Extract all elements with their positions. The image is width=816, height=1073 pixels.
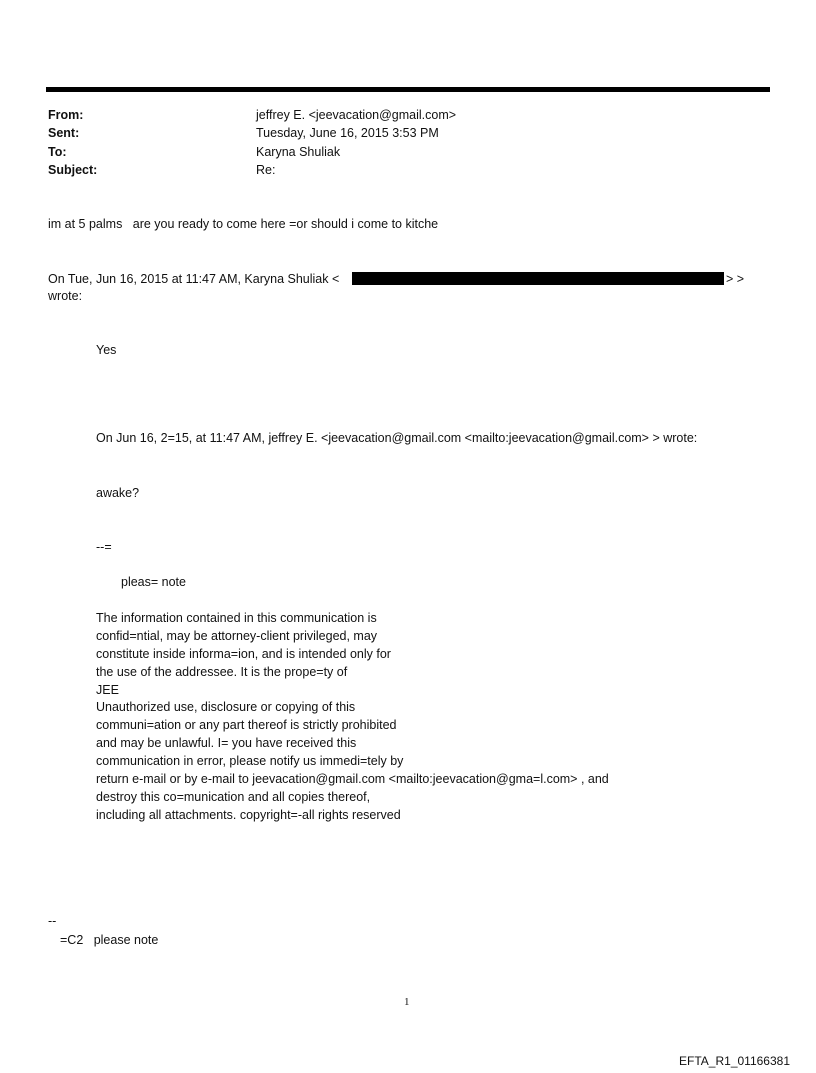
signature-separator: --=: [96, 540, 112, 554]
disclaimer-line: destroy this co=munication and all copies thereof,: [96, 790, 371, 804]
to-label: To:: [48, 145, 67, 159]
redaction-bar: [352, 272, 724, 285]
from-label: From:: [48, 108, 84, 122]
disclaimer-line: the use of the addressee. It is the prope=ty of: [96, 665, 348, 679]
signature-note: pleas= note: [121, 575, 186, 589]
to-value: Karyna Shuliak: [256, 145, 341, 159]
quote-intro: On Tue, Jun 16, 2015 at 11:47 AM, Karyna Shuliak <: [48, 272, 340, 286]
disclaimer-line: communi=ation or any part thereof is strictly prohibited: [96, 718, 397, 732]
disclaimer-line: and may be unlawful. I= you have received this: [96, 736, 357, 750]
disclaimer-line: communication in error, please notify us immedi=tely by: [96, 754, 404, 768]
document-id: EFTA_R1_01166381: [679, 1054, 790, 1068]
from-value: jeffrey E. <jeevacation@gmail.com>: [256, 108, 457, 122]
disclaimer-line: including all attachments. copyright=-all rights reserved: [96, 808, 401, 822]
quote-intro-wrote: wrote:: [48, 289, 83, 303]
subject-label: Subject:: [48, 163, 98, 177]
sent-label: Sent:: [48, 126, 80, 140]
footer-separator: --: [48, 914, 57, 928]
message-awake: awake?: [96, 486, 140, 500]
disclaimer-line: return e-mail or by e-mail to jeevacation@gmail.com <mailto:jeevacation@gma=l.com> , and: [96, 772, 609, 786]
reply-yes: Yes: [96, 343, 117, 357]
disclaimer-line: The information contained in this communication is: [96, 611, 377, 625]
disclaimer-line: constitute inside informa=ion, and is intended only for: [96, 647, 391, 661]
header-rule: [46, 87, 770, 92]
body-line: im at 5 palms are you ready to come here =or should i come to kitche: [48, 217, 439, 231]
disclaimer-line: confid=ntial, may be attorney-client privileged, may: [96, 629, 378, 643]
subject-value: Re:: [256, 163, 276, 177]
disclaimer-line: Unauthorized use, disclosure or copying of this: [96, 700, 356, 714]
footer-note: =C2 please note: [60, 933, 159, 947]
sent-value: Tuesday, June 16, 2015 3:53 PM: [256, 126, 439, 140]
disclaimer-line: JEE: [96, 683, 119, 697]
quote-intro-end: > >: [726, 272, 745, 286]
inner-quote-intro: On Jun 16, 2=15, at 11:47 AM, jeffrey E. <jeevacation@gmail.com <mailto:jeevacation@gmail.com> > wrote:: [96, 431, 698, 445]
page-number: 1: [404, 996, 410, 1008]
